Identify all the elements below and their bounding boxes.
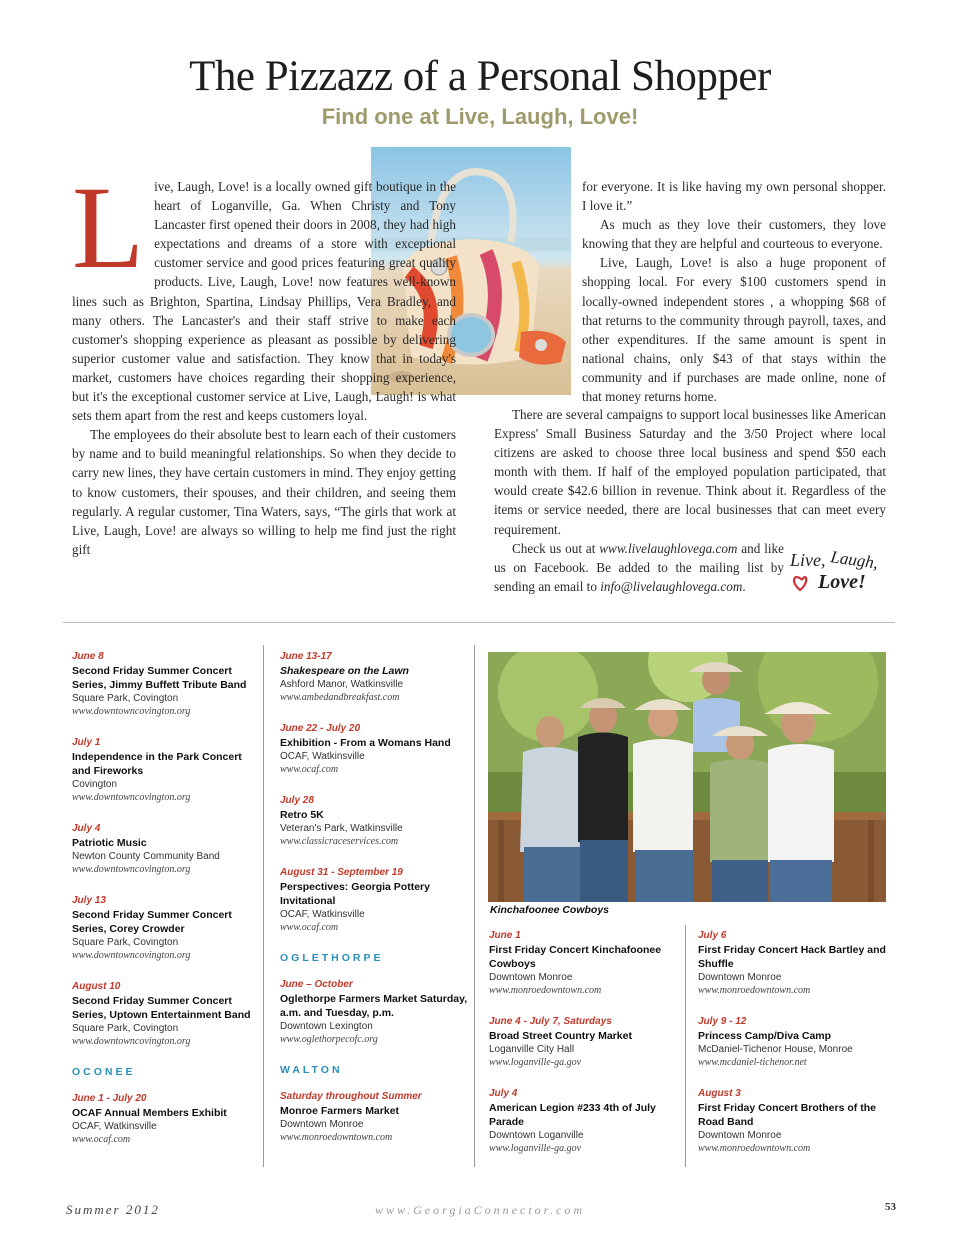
event-venue: Newton County Community Band <box>72 851 220 862</box>
event-date: June – October <box>280 979 353 990</box>
event-url[interactable]: www.downtowncovington.org <box>72 1036 191 1047</box>
event-url[interactable]: www.loganville-ga.gov <box>489 1143 582 1154</box>
event-date: August 10 <box>72 981 121 992</box>
event-date: June 8 <box>72 651 104 662</box>
column-divider <box>474 645 475 1167</box>
event-item <box>72 650 257 718</box>
event-title: Second Friday Summer Concert Series, Uptown Entertainment Band <box>72 995 251 1021</box>
event-title: Retro 5K <box>280 809 324 821</box>
event-title: First Friday Concert Brothers of the Road Band <box>698 1102 876 1128</box>
article-paragraph-2: The employees do their absolute best to learn each of their customers by name and to build meaningful relationships. So when they decide to carry new lines, they have certain customers in mind. They enjoy getting to know customers, their spouses, and their children, and seeing them regularly. A regular customer, Tina Waters, says, “The girls that work at Live, Laugh, Love! are always so willing to help me find just the right gift <box>72 427 456 557</box>
event-venue: Downtown Monroe <box>698 1130 782 1141</box>
event-venue: OCAF, Watkinsville <box>72 1121 157 1132</box>
event-url[interactable]: www.oglethorpecofc.org <box>280 1034 378 1045</box>
event-venue: Ashford Manor, Watkinsville <box>280 679 404 690</box>
event-url[interactable]: www.downtowncovington.org <box>72 792 191 803</box>
event-title: Oglethorpe Farmers Market Saturday, a.m. and Tuesday, p.m. <box>280 993 468 1019</box>
event-title: Shakespeare on the Lawn <box>280 665 409 677</box>
event-title: First Friday Concert Kinchafoonee Cowboys <box>489 944 662 970</box>
event-url[interactable]: www.monroedowntown.com <box>698 1143 811 1154</box>
events-column-4 <box>698 929 888 1173</box>
section-divider <box>63 622 895 623</box>
event-venue: OCAF, Watkinsville <box>280 751 365 762</box>
event-url[interactable]: www.monroedowntown.com <box>489 985 602 996</box>
article-right-column-top <box>582 177 886 406</box>
event-title: Patriotic Music <box>72 837 147 849</box>
event-item <box>280 722 475 776</box>
svg-text:Love!: Love! <box>818 571 866 593</box>
event-item <box>698 1087 888 1155</box>
event-url[interactable]: www.ambedandbreakfast.com <box>280 692 400 703</box>
events-column-1 <box>72 650 257 1164</box>
event-venue: Downtown Monroe <box>698 972 782 983</box>
event-venue: Downtown Monroe <box>489 972 573 983</box>
event-venue: Loganville City Hall <box>489 1044 575 1055</box>
event-url[interactable]: www.downtowncovington.org <box>72 950 191 961</box>
event-venue: Downtown Monroe <box>280 1119 364 1130</box>
event-item <box>72 1092 257 1146</box>
event-date: July 9 - 12 <box>698 1016 747 1027</box>
event-title: Second Friday Summer Concert Series, Jimmy Buffett Tribute Band <box>72 665 247 691</box>
event-item <box>280 794 475 848</box>
county-heading-walton: WALTON <box>280 1064 343 1076</box>
event-date: July 13 <box>72 895 106 906</box>
event-item <box>489 929 679 997</box>
event-date: July 1 <box>72 737 101 748</box>
events-column-3 <box>489 929 679 1173</box>
county-heading-oconee: OCONEE <box>72 1066 136 1078</box>
event-date: July 4 <box>489 1088 518 1099</box>
event-date: July 6 <box>698 930 727 941</box>
event-title: OCAF Annual Members Exhibit <box>72 1107 227 1119</box>
event-title: Independence in the Park Concert and Fireworks <box>72 751 242 777</box>
event-date: June 1 - July 20 <box>72 1093 147 1104</box>
event-date: June 22 - July 20 <box>280 723 361 734</box>
article-paragraph-4: As much as they love their customers, they love knowing that they are helpful and courteous to everyone. <box>582 217 886 252</box>
article-subtitle: Find one at Live, Laugh, Love! <box>321 104 639 129</box>
column-divider <box>685 925 686 1167</box>
county-heading-oglethorpe: OGLETHORPE <box>280 952 384 964</box>
svg-text:Live,: Live, <box>790 550 826 570</box>
event-item <box>72 894 257 962</box>
event-url[interactable]: www.downtowncovington.org <box>72 706 191 717</box>
website-link[interactable]: www.livelaughlovega.com <box>599 540 738 556</box>
event-url[interactable]: www.classicraceservices.com <box>280 836 399 847</box>
event-url[interactable]: www.ocaf.com <box>280 764 339 775</box>
event-venue: Square Park, Covington <box>72 693 179 704</box>
event-url[interactable]: www.monroedowntown.com <box>698 985 811 996</box>
photo-caption: Kinchafoonee Cowboys <box>490 904 610 916</box>
issue-label: Summer 2012 <box>66 1202 160 1217</box>
event-url[interactable]: www.ocaf.com <box>72 1134 131 1145</box>
event-item <box>72 822 257 876</box>
article-paragraph-3: for everyone. It is like having my own personal shopper. I love it.” <box>582 179 886 214</box>
event-item <box>280 1090 475 1144</box>
events-column-2 <box>280 650 475 1162</box>
svg-text:Laugh,: Laugh, <box>829 548 880 573</box>
column-divider <box>263 645 264 1167</box>
event-url[interactable]: www.loganville-ga.gov <box>489 1057 582 1068</box>
live-laugh-love-logo <box>788 548 898 598</box>
event-date: June 13-17 <box>280 651 332 662</box>
event-title: American Legion #233 4th of July Parade <box>489 1102 656 1128</box>
event-date: August 3 <box>698 1088 741 1099</box>
article-paragraph-5: Live, Laugh, Love! is also a huge proponent of shopping local. For every $100 customers spend in locally-owned independent stores , a whopping $68 of that returns to the community through payroll, taxes, and other expenditures. If the same amount is spent in national chains, only $43 of that stays within the community and if purchases are made online, none of that money returns home. <box>582 255 886 405</box>
drop-cap: L <box>72 162 145 293</box>
event-venue: Square Park, Covington <box>72 1023 179 1034</box>
article-title: The Pizzazz of a Personal Shopper <box>189 53 771 100</box>
event-item <box>280 650 475 704</box>
event-item <box>72 980 257 1048</box>
event-date: July 28 <box>280 795 314 806</box>
article-paragraph-6: There are several campaigns to support local businesses like American Express' Small Business Saturday and the 3/50 Project where local citizens are asked to choose three local business and spend $50 each month with them. If half of the employed population participated, that would create $42.6 billion in revenue. Think about it. Regardless of the items or service needed, there are local businesses that can meet every requirement. <box>494 407 886 537</box>
event-venue: Veteran's Park, Watkinsville <box>280 823 403 834</box>
event-url[interactable]: www.ocaf.com <box>280 922 339 933</box>
event-item <box>489 1087 679 1155</box>
article-paragraph-1: ive, Laugh, Love! is a locally owned gift boutique in the heart of Loganville, Ga. When Christy and Tony Lancaster first opened their doors in 2008, they had high expectations and dreams of a store with exceptional customer service and good prices featuring great quality products. Live, Laugh, Love! now features well-known lines such as Brighton, Spartina, Lindsay Phillips, Vera Bradley, and many others. The Lancaster's and their staff strive to make each customer's shopping experience as pleasant as possible by delivering superior customer value and satisfaction. They know that in today's market, customers have choices regarding their shopping experience, but it's the exceptional customer service at Live, Laugh, Laugh! is what sets them apart from the rest and keeps customers loyal. <box>72 179 456 424</box>
website-footer[interactable]: www.GeorgiaConnector.com <box>375 1203 585 1217</box>
band-photo <box>488 652 886 902</box>
event-date: June 1 <box>489 930 521 941</box>
event-title: First Friday Concert Hack Bartley and Shuffle <box>698 944 886 970</box>
event-date: August 31 - September 19 <box>280 867 403 878</box>
event-item <box>280 978 475 1046</box>
event-date: July 4 <box>72 823 101 834</box>
event-title: Princess Camp/Diva Camp <box>698 1030 832 1042</box>
event-item <box>280 866 475 934</box>
event-venue: McDaniel-Tichenor House, Monroe <box>698 1044 853 1055</box>
event-title: Exhibition - From a Womans Hand <box>280 737 451 749</box>
event-date: June 4 - July 7, Saturdays <box>489 1016 612 1027</box>
event-item <box>72 736 257 804</box>
article-left-column <box>72 162 456 559</box>
event-url[interactable]: www.mcdaniel-tichenor.net <box>698 1057 807 1068</box>
event-title: Perspectives: Georgia Pottery Invitational <box>280 881 430 907</box>
article-paragraph-7: Check us out at www.livelaughlovega.com and like us on Facebook. Be added to the mailing list by sending an email to info@livelaughlovega.com. <box>494 540 784 594</box>
event-venue: Covington <box>72 779 118 790</box>
page-number: 53 <box>885 1201 896 1213</box>
event-venue: OCAF, Watkinsville <box>280 909 365 920</box>
event-item <box>698 929 888 997</box>
event-venue: Square Park, Covington <box>72 937 179 948</box>
event-item <box>698 1015 888 1069</box>
event-title: Monroe Farmers Market <box>280 1105 400 1117</box>
event-item <box>489 1015 679 1069</box>
event-title: Broad Street Country Market <box>489 1030 632 1042</box>
event-url[interactable]: www.downtowncovington.org <box>72 864 191 875</box>
event-url[interactable]: www.monroedowntown.com <box>280 1132 393 1143</box>
event-venue: Downtown Loganville <box>489 1130 584 1141</box>
email-link[interactable]: info@livelaughlovega.com <box>600 578 743 594</box>
event-date: Saturday throughout Summer <box>280 1091 422 1102</box>
event-venue: Downtown Lexington <box>280 1021 373 1032</box>
event-title: Second Friday Summer Concert Series, Corey Crowder <box>72 909 232 935</box>
